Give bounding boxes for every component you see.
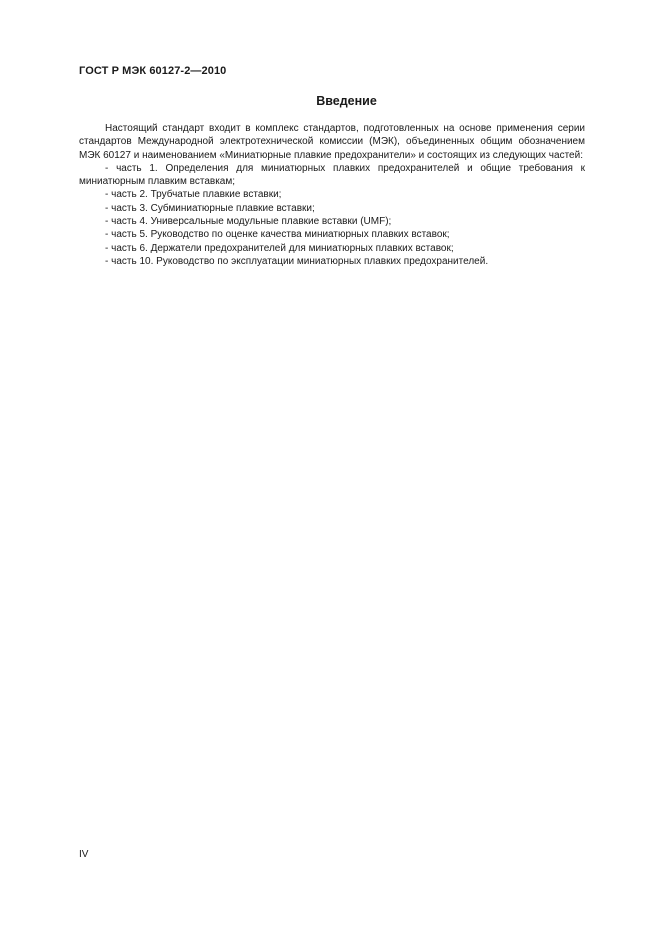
list-item-part-5 [79, 228, 585, 241]
part-label: часть 6. [111, 242, 148, 254]
list-item-part-6 [79, 242, 585, 255]
list-dash: - [105, 229, 109, 241]
document-body [79, 122, 585, 268]
part-label: часть 10. [111, 255, 154, 267]
document-header: ГОСТ Р МЭК 60127-2—2010 [79, 65, 227, 77]
list-dash: - [105, 216, 109, 228]
part-text: Руководство по оценке качества миниатюрных плавких вставок; [150, 229, 450, 241]
list-dash: - [105, 162, 109, 174]
part-label: часть 2. [111, 189, 148, 201]
list-item-part-4 [79, 215, 585, 228]
section-title: Введение [316, 94, 377, 108]
part-label: часть 1. [116, 162, 158, 174]
part-label: часть 5. [111, 229, 148, 241]
part-text: Держатели предохранителей для миниатюрных плавких вставок; [150, 242, 454, 254]
part-label: часть 4. [111, 216, 148, 228]
part-text: Субминиатюрные плавкие вставки; [150, 202, 315, 214]
list-dash: - [105, 202, 109, 214]
part-text: Определения для миниатюрных плавких предохранителей и общие требования к миниатюрным плавким вставкам; [79, 162, 586, 188]
list-item-part-3 [79, 202, 585, 215]
list-dash: - [105, 189, 109, 201]
intro-paragraph: Настоящий стандарт входит в комплекс стандартов, подготовленных на основе применения серии стандартов Международной электротехнической комиссии (МЭК), объединенных общим обозначением МЭК 60127 и наименованием «Миниатюрные плавкие предохранители» и состоящих из следующих частей: [79, 123, 585, 161]
list-item-part-1 [79, 162, 585, 189]
list-dash: - [105, 242, 109, 254]
list-item-part-10 [79, 255, 585, 268]
page-number: IV [79, 849, 89, 860]
part-text: Универсальные модульные плавкие вставки (UMF); [150, 216, 392, 228]
section-title-wrapper [0, 94, 661, 108]
part-text: Трубчатые плавкие вставки; [150, 189, 282, 201]
list-item-part-2 [79, 188, 585, 201]
part-label: часть 3. [111, 202, 148, 214]
part-text: Руководство по эксплуатации миниатюрных плавких предохранителей. [156, 255, 489, 267]
list-dash: - [105, 255, 109, 267]
